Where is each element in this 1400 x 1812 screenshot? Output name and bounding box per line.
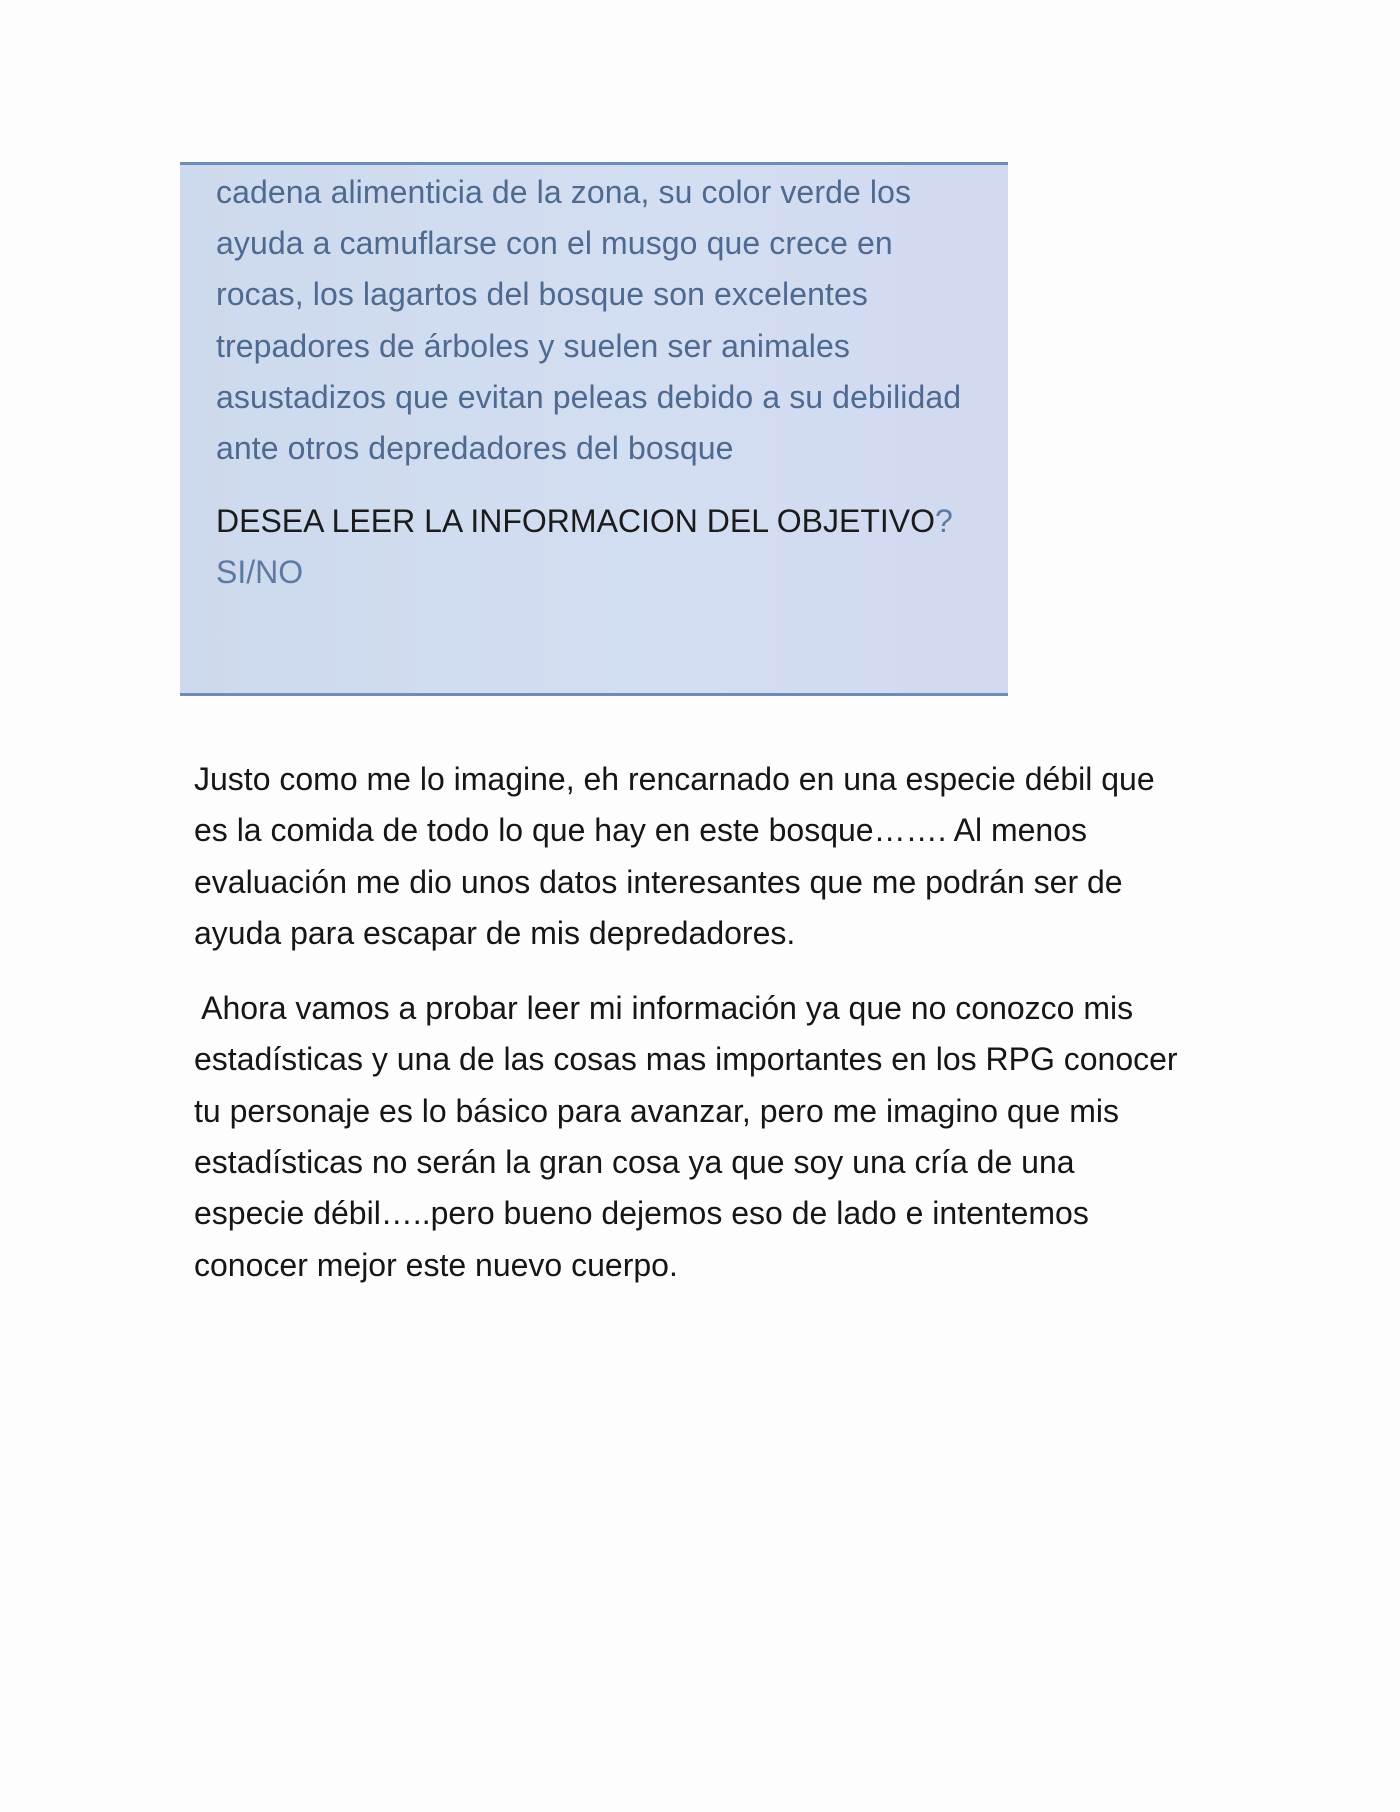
info-line: rocas, los lagartos del bosque son excelentes xyxy=(216,276,868,313)
info-line: cadena alimenticia de la zona, su color verde los xyxy=(216,174,912,210)
prompt-question xyxy=(216,496,984,547)
narrative-text xyxy=(194,754,1234,1315)
paragraph-line: Justo como me lo imagine, eh rencarnado en una especie débil que xyxy=(194,761,1155,797)
read-info-prompt xyxy=(216,496,984,598)
info-box-text xyxy=(216,167,984,474)
paragraph-line: ayuda para escapar de mis depredadores. xyxy=(194,914,796,951)
paragraph xyxy=(194,754,1234,959)
paragraph-line: evaluación me dio unos datos interesantes que me podrán ser de xyxy=(194,863,1123,900)
paragraph-line: tu personaje es lo básico para avanzar, pero me imagino que mis xyxy=(194,1092,1119,1129)
evaluation-info-box xyxy=(180,162,1008,696)
info-line: ante otros depredadores del bosque xyxy=(216,430,734,467)
info-line: trepadores de árboles y suelen ser animales xyxy=(216,327,850,364)
paragraph-line: es la comida de todo lo que hay en este bosque……. Al menos xyxy=(194,812,1087,849)
yes-no-options: SI/NO xyxy=(216,554,304,591)
prompt-question-text: DESEA LEER LA INFORMACION DEL OBJETIVO xyxy=(216,503,935,540)
paragraph-line: Ahora vamos a probar leer mi información ya que no conozco mis xyxy=(194,990,1134,1027)
paragraph-line: especie débil…..pero bueno dejemos eso de lado e intentemos xyxy=(194,1195,1089,1232)
paragraph-line: estadísticas no serán la gran cosa ya que soy una cría de una xyxy=(194,1144,1075,1181)
paragraph-line: estadísticas y una de las cosas mas importantes en los RPG conocer xyxy=(194,1041,1178,1078)
paragraph-line: conocer mejor este nuevo cuerpo. xyxy=(194,1246,678,1283)
info-line: ayuda a camuflarse con el musgo que crece en xyxy=(216,225,893,262)
prompt-question-mark: ? xyxy=(935,503,953,540)
paragraph xyxy=(194,983,1234,1291)
info-line: asustadizos que evitan peleas debido a su debilidad xyxy=(216,378,962,415)
